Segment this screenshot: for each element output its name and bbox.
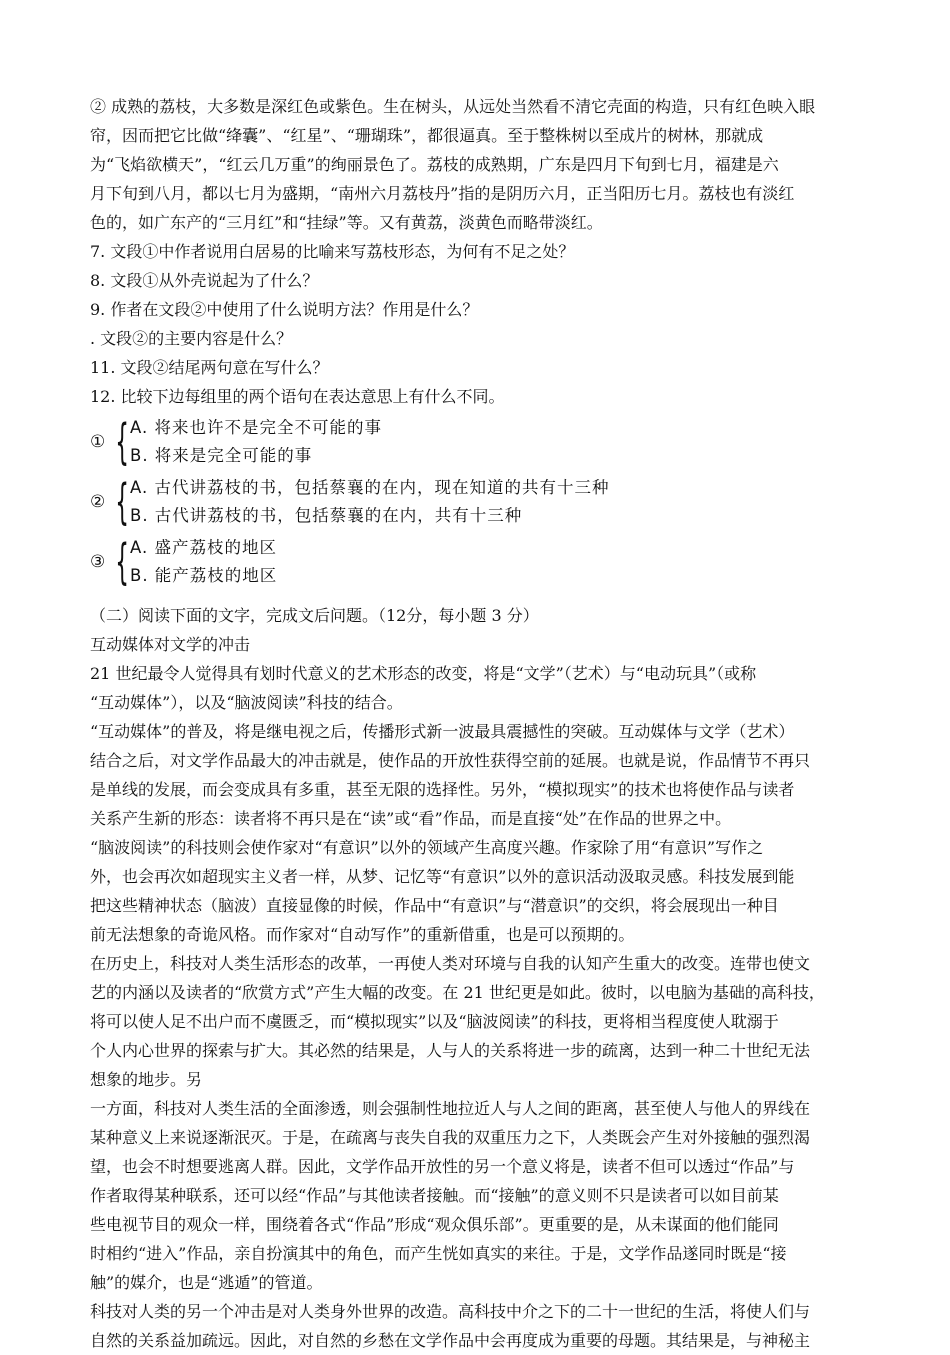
- text-line: 关系产生新的形态：读者将不再只是在“读”或“看”作品，而是直接“处”在作品的世界之中。: [90, 809, 732, 828]
- comparison-group-3: [90, 533, 870, 591]
- choice-b: B. 将来是完全可能的事: [130, 446, 313, 465]
- choice-a: A. 古代讲荔枝的书，包括蔡襄的在内，现在知道的共有十三种: [130, 478, 610, 497]
- text-line: 在历史上，科技对人类生活形态的改革，一再使人类对环境与自我的认知产生重大的改变。连带也使文: [90, 954, 811, 973]
- text-line: 一方面，科技对人类生活的全面渗透，则会强制性地拉近人与人之间的距离，甚至使人与他人的界线在: [90, 1099, 811, 1118]
- question-10: . 文段②的主要内容是什么？: [90, 329, 293, 348]
- text-line: “脑波阅读”的科技则会使作家对“有意识”以外的领域产生高度兴趣。作家除了用“有意识”写作之: [90, 838, 764, 857]
- passage-paragraph-2: [90, 92, 870, 237]
- text-line: 月下旬到八月，都以七月为盛期，“南州六月荔枝丹”指的是阴历六月，正当阳历七月。荔枝也有淡红: [90, 184, 795, 203]
- choice-a: A. 将来也许不是完全不可能的事: [130, 418, 382, 437]
- group-number: ①: [90, 432, 106, 452]
- comparison-group-1: [90, 413, 870, 471]
- question-8: 8. 文段①从外壳说起为了什么？: [90, 271, 319, 290]
- question-11: 11. 文段②结尾两句意在写什么？: [90, 358, 329, 377]
- text-line: 外，也会再次如超现实主义者一样，从梦、记忆等“有意识”以外的意识活动汲取灵感。科技发展到能: [90, 867, 795, 886]
- text-line: 为“飞焰欲横天”，“红云几万重”的绚丽景色了。荔枝的成熟期，广东是四月下旬到七月，福建是六: [90, 155, 779, 174]
- text-line: “互动媒体”的普及，将是继电视之后，传播形式新一波最具震撼性的突破。互动媒体与文学（艺术）: [90, 722, 795, 741]
- text-line: 将可以使人足不出户而不虞匮乏，而“模拟现实”以及“脑波阅读”的科技，更将相当程度使人耽溺于: [90, 1012, 779, 1031]
- text-line: 自然的关系益加疏远。因此，对自然的乡愁在文学作品中会再度成为重要的母题。其结果是，与神秘主: [90, 1331, 811, 1350]
- brace-icon: {: [115, 414, 130, 470]
- choice-a: A. 盛产荔枝的地区: [130, 538, 277, 557]
- passage-body: [90, 659, 870, 1355]
- group-number: ②: [90, 492, 106, 512]
- question-7: 7. 文段①中作者说用白居易的比喻来写荔枝形态，为何有不足之处？: [90, 242, 575, 261]
- text-line: 科技对人类的另一个冲击是对人类身外世界的改造。高科技中介之下的二十一世纪的生活，将使人们与: [90, 1302, 811, 1321]
- text-line: 前无法想象的奇诡风格。而作家对“自动写作”的重新借重，也是可以预期的。: [90, 925, 635, 944]
- text-line: 色的，如广东产的“三月红”和“挂绿”等。又有黄荔，淡黄色而略带淡红。: [90, 213, 603, 232]
- comparison-group-2: [90, 473, 870, 531]
- text-line: 些电视节目的观众一样，围绕着各式“作品”形成“观众俱乐部”。更重要的是，从未谋面的他们能同: [90, 1215, 779, 1234]
- group-number: ③: [90, 552, 106, 572]
- choice-b: B. 古代讲荔枝的书，包括蔡襄的在内，共有十三种: [130, 506, 523, 525]
- text-line: ② 成熟的荔枝，大多数是深红色或紫色。生在树头，从远处当然看不清它壳面的构造，只有红色映入眼: [90, 97, 816, 116]
- brace-icon: {: [115, 534, 130, 590]
- text-line: 21 世纪最令人觉得具有划时代意义的艺术形态的改变，将是“文学”（艺术）与“电动玩具”（或称: [90, 664, 757, 683]
- passage-title: 互动媒体对文学的冲击: [90, 635, 251, 654]
- text-line: “互动媒体”），以及“脑波阅读”科技的结合。: [90, 693, 403, 712]
- text-line: 结合之后，对文学作品最大的冲击就是，使作品的开放性获得空前的延展。也就是说，作品情节不再只: [90, 751, 811, 770]
- question-list: [90, 237, 870, 411]
- text-line: 艺的内涵以及读者的“欣赏方式”产生大幅的改变。在 21 世纪更是如此。彼时，以电脑为基础的高科技，: [90, 983, 825, 1002]
- text-line: 作者取得某种联系，还可以经“作品”与其他读者接触。而“接触”的意义则不只是读者可以如目前某: [90, 1186, 779, 1205]
- text-line: 想象的地步。另: [90, 1070, 203, 1089]
- question-12: 12. 比较下边每组里的两个语句在表达意思上有什么不同。: [90, 387, 505, 406]
- text-line: 时相约“进入”作品，亲自扮演其中的角色，而产生恍如真实的来往。于是，文学作品遂同时既是“接: [90, 1244, 787, 1263]
- text-line: 某种意义上来说逐渐泯灭。于是，在疏离与丧失自我的双重压力之下，人类既会产生对外接触的强烈渴: [90, 1128, 811, 1147]
- text-line: 把这些精神状态（脑波）直接显像的时候，作品中“有意识”与“潜意识”的交织，将会展现出一种目: [90, 896, 779, 915]
- text-line: 望，也会不时想要逃离人群。因此，文学作品开放性的另一个意义将是，读者不但可以透过“作品”与: [90, 1157, 795, 1176]
- section-heading: （二）阅读下面的文字，完成文后问题。（12分，每小题 3 分）: [90, 606, 539, 625]
- text-line: 触”的媒介，也是“逃遁”的管道。: [90, 1273, 323, 1292]
- choice-b: B. 能产荔枝的地区: [130, 566, 278, 585]
- question-9: 9. 作者在文段②中使用了什么说明方法？作用是什么？: [90, 300, 479, 319]
- text-line: 帘，因而把它比做“绛囊”、“红星”、“珊瑚珠”，都很逼真。至于整株树以至成片的树林，那就成: [90, 126, 764, 145]
- comparison-groups: [90, 413, 870, 591]
- text-line: 个人内心世界的探索与扩大。其必然的结果是，人与人的关系将进一步的疏离，达到一种二十世纪无法: [90, 1041, 811, 1060]
- text-line: 是单线的发展，而会变成具有多重，甚至无限的选择性。另外，“模拟现实”的技术也将使作品与读者: [90, 780, 795, 799]
- brace-icon: {: [115, 474, 130, 530]
